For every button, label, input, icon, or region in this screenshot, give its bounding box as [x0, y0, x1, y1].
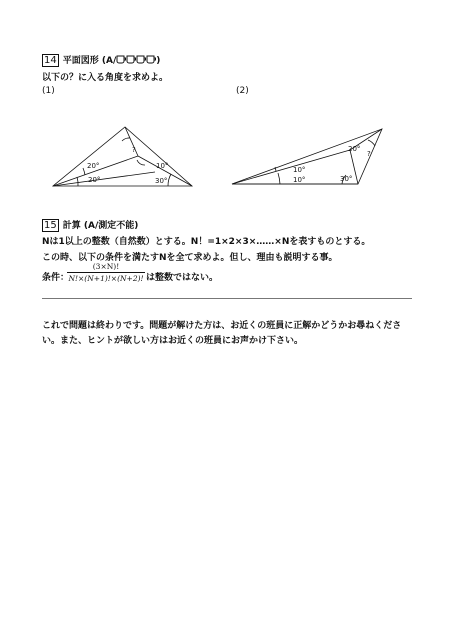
- fig1-angle-left: 20°: [87, 162, 100, 170]
- section-divider: [42, 298, 412, 299]
- fig1-arc-l: [83, 168, 85, 175]
- cup-icon: [127, 56, 136, 63]
- fig1-angle-bottom-right: 30°: [155, 177, 168, 185]
- q14-part1-label: (1): [42, 86, 55, 96]
- q15-condition-tail: は整数ではない。: [146, 273, 219, 283]
- figure-1: [50, 120, 200, 190]
- q15-header: [42, 218, 138, 232]
- fig2-line-upper: [232, 150, 353, 184]
- q14-part2-label: (2): [236, 86, 249, 96]
- q15-title: 計算 (A/測定不能): [62, 221, 139, 231]
- fig2-angle-left-bottom: 10°: [293, 176, 306, 184]
- q14-title: 平面図形 (A/: [62, 56, 117, 66]
- fig1-angle-right: 10°: [156, 162, 169, 170]
- q14-header: [42, 53, 160, 67]
- q15-line1: Nは1以上の整数（自然数）とする。N！=1×2×3×……×Nを表すものとする。: [42, 237, 371, 247]
- cup-icon: [137, 56, 146, 63]
- fig1-arc-r: [137, 160, 145, 165]
- fig1-line-lower: [53, 172, 155, 186]
- q14-number: 14: [44, 55, 57, 66]
- cup-icon: [147, 56, 156, 63]
- fig2-angle-left-top: 10°: [293, 166, 306, 174]
- fig2-unknown: ?: [367, 150, 371, 158]
- fig2-outer-triangle: [232, 129, 382, 184]
- fig1-angle-bottom-left: 20°: [88, 176, 101, 184]
- fig1-arc-top: [122, 138, 130, 141]
- difficulty-icons: [116, 56, 156, 66]
- figure-2: [230, 124, 385, 188]
- fig2-angle-top: 20°: [348, 145, 361, 153]
- condition-fraction: [67, 262, 145, 283]
- fig1-arc-bl: [77, 177, 78, 186]
- fraction-bar: [67, 272, 145, 273]
- q15-condition-label: 条件：: [42, 273, 70, 283]
- fig1-unknown: ?: [132, 146, 136, 154]
- cup-icon: [117, 56, 126, 63]
- fig2-arc-top: [368, 140, 375, 146]
- fig2-angle-bottom-right: 30°: [340, 175, 353, 183]
- q15-line2: この時、以下の条件を満たすNを全て求めよ。但し、理由も説明する事。: [42, 253, 338, 263]
- q14-title-end: ): [156, 56, 161, 66]
- q14-instruction: 以下の？に入る角度を求めよ。: [42, 73, 169, 83]
- closing-line1: これで問題は終わりです。問題が解けた方は、お近くの班員に正解かどうかお尋ねくださ: [42, 321, 402, 331]
- fraction-denominator: N!×(N+1)!×(N+2)!: [68, 274, 144, 283]
- q15-number: 15: [44, 220, 57, 231]
- fraction-numerator: (3×N)!: [92, 262, 120, 271]
- fig1-arc-br: [168, 174, 171, 186]
- fig1-outer-triangle: [53, 127, 192, 186]
- closing-line2: い。また、ヒントが欲しい方はお近くの班員にお声かけ下さい。: [42, 336, 304, 346]
- fig2-arc-bl1: [278, 173, 280, 184]
